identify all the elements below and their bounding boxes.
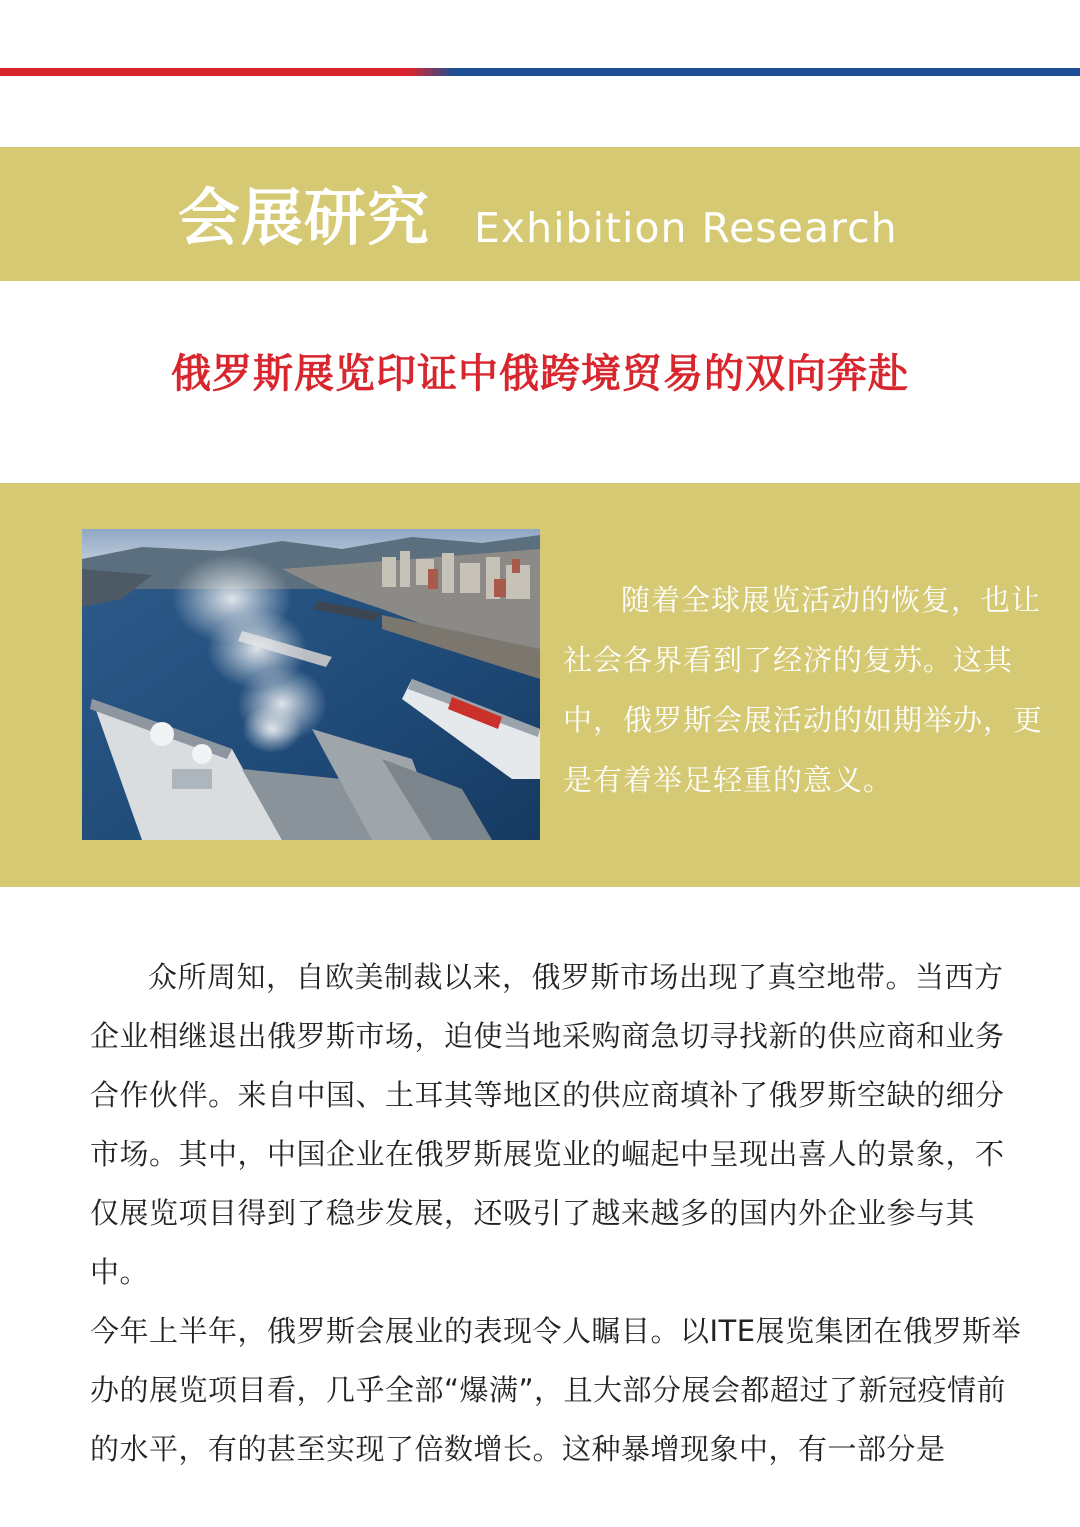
- harbor-photo: [82, 529, 540, 840]
- body-paragraph-2: 今年上半年，俄罗斯会展业的表现令人瞩目。以ITE展览集团在俄罗斯举办的展览项目看，几乎全部“爆满”，且大部分展会都超过了新冠疫情前的水平，有的甚至实现了倍数增长。这种暴增现象中，有一部分是: [90, 1314, 1022, 1466]
- intro-text-block: [563, 570, 1043, 810]
- section-title-en: Exhibition Research: [474, 204, 898, 252]
- intro-paragraph: 随着全球展览活动的恢复，也让社会各界看到了经济的复苏。这其中，俄罗斯会展活动的如期举办，更是有着举足轻重的意义。: [563, 583, 1044, 797]
- body-paragraph-1: 众所周知，自欧美制裁以来，俄罗斯市场出现了真空地带。当西方企业相继退出俄罗斯市场，迫使当地采购商急切寻找新的供应商和业务合作伙伴。来自中国、土耳其等地区的供应商填补了俄罗斯空缺的细分市场。其中，中国企业在俄罗斯展览业的崛起中呈现出喜人的景象，不仅展览项目得到了稳步发展，还吸引了越来越多的国内外企业参与其中。: [90, 960, 1005, 1289]
- header-divider-line: [0, 68, 1080, 76]
- section-title-cn: 会展研究: [178, 181, 431, 254]
- article-title: 俄罗斯展览印证中俄跨境贸易的双向奔赴: [171, 351, 909, 397]
- article-body: [90, 948, 1025, 1479]
